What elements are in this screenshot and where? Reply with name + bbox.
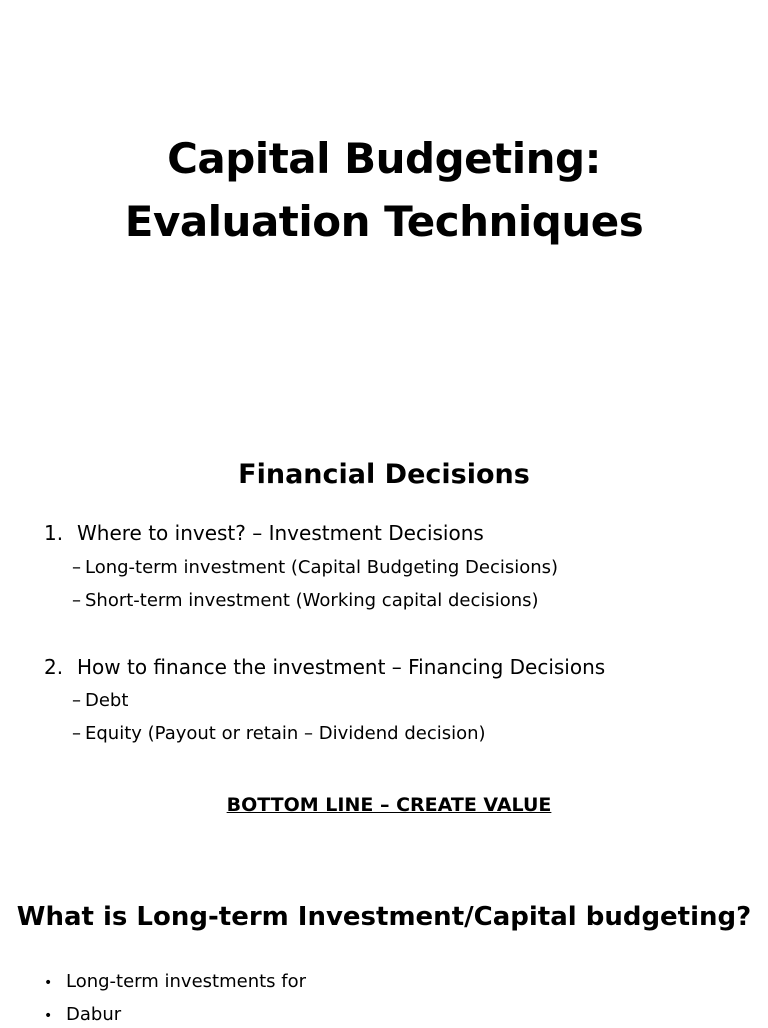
capital-budgeting-slide: [0, 870, 768, 1024]
dash-glyph: –: [72, 557, 81, 578]
financial-decisions-slide: [0, 440, 768, 840]
bullet-text: Dabur: [66, 1004, 122, 1025]
item-number: 2.: [44, 655, 64, 679]
sub-item-long-term: [72, 556, 558, 580]
item-text: How to finance the investment – Financing Decisions: [77, 655, 606, 679]
bullet-item-long-term: [44, 970, 306, 995]
dash-glyph: –: [72, 723, 81, 744]
sub-item-text: Short-term investment (Working capital decisions): [85, 590, 539, 611]
bottom-line-callout: BOTTOM LINE – CREATE VALUE: [226, 794, 552, 816]
item-number: 1.: [44, 521, 64, 545]
sub-item-text: Equity (Payout or retain – Dividend decision): [85, 723, 486, 744]
slide-title-line-1: Capital Budgeting:: [167, 134, 601, 183]
sub-item-text: Debt: [85, 690, 129, 711]
bullet-glyph: •: [44, 975, 53, 991]
sub-item-debt: [72, 689, 128, 713]
sub-item-text: Long-term investment (Capital Budgeting Decisions): [85, 557, 559, 578]
bullet-text: Long-term investments for: [66, 971, 307, 992]
numbered-item-investment: [44, 520, 484, 546]
dash-glyph: –: [72, 690, 81, 711]
bullet-glyph: •: [44, 1008, 53, 1024]
sub-item-equity: [72, 722, 486, 746]
title-slide: [0, 0, 768, 420]
bullet-item-dabur: [44, 1003, 121, 1028]
sub-item-short-term: [72, 589, 539, 613]
dash-glyph: –: [72, 590, 81, 611]
item-text: Where to invest? – Investment Decisions: [77, 521, 484, 545]
slide-title-line-2: Evaluation Techniques: [124, 197, 644, 246]
financial-decisions-heading: Financial Decisions: [238, 459, 530, 490]
numbered-item-financing: [44, 654, 605, 680]
capital-budgeting-heading: What is Long-term Investment/Capital budgeting?: [16, 902, 752, 932]
